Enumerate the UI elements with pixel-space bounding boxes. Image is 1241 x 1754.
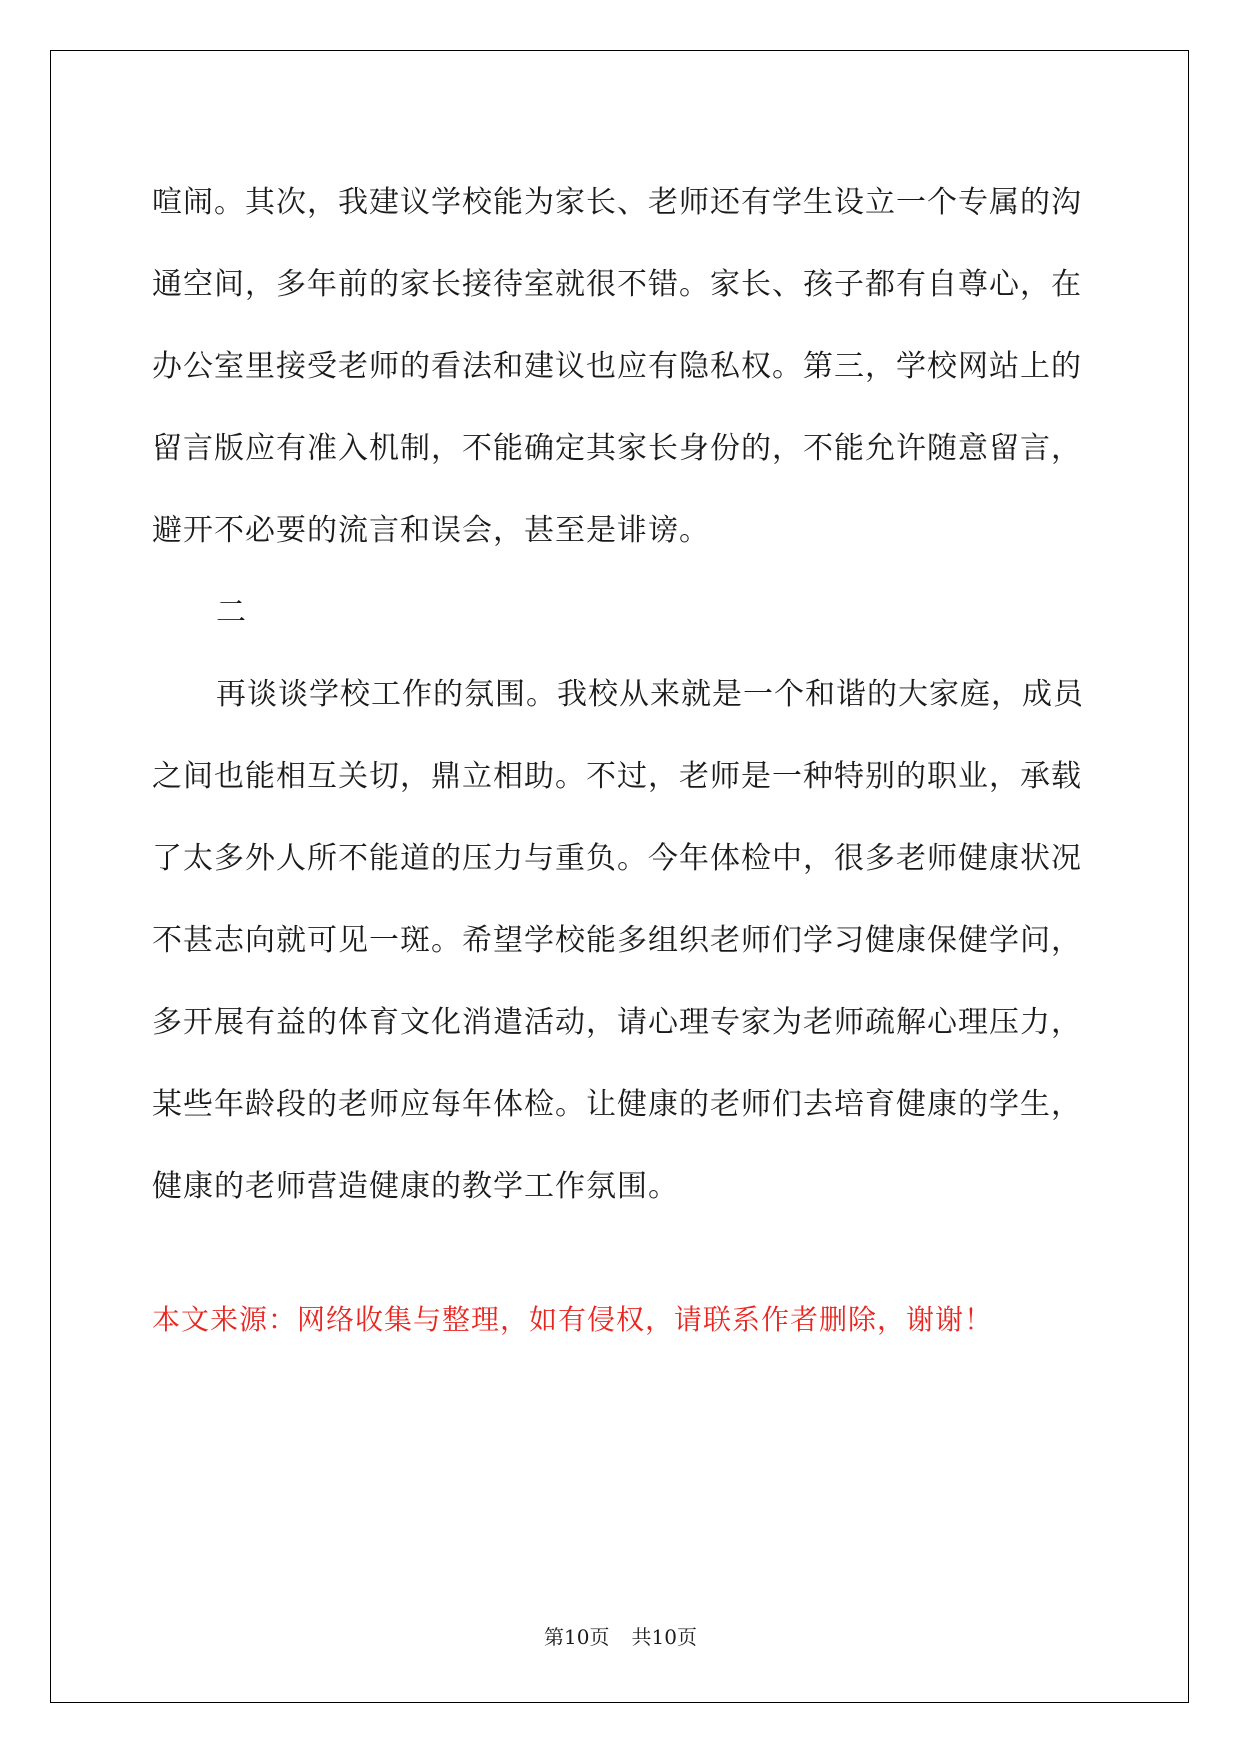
body-line: 健康的老师营造健康的教学工作氛围。	[152, 1169, 679, 1204]
body-line: 不甚志向就可见一斑。希望学校能多组织老师们学习健康保健学问，	[152, 923, 1082, 958]
page-number-current: 第10页	[544, 1625, 610, 1649]
body-line: 喧闹。其次，我建议学校能为家长、老师还有学生设立一个专属的沟	[152, 185, 1082, 220]
page-footer	[0, 1623, 1241, 1651]
source-disclaimer: 本文来源：网络收集与整理，如有侵权，请联系作者删除，谢谢！	[152, 1303, 994, 1336]
body-line: 留言版应有准入机制，不能确定其家长身份的，不能允许随意留言，	[152, 431, 1082, 466]
body-line: 了太多外人所不能道的压力与重负。今年体检中，很多老师健康状况	[152, 841, 1082, 876]
body-line: 某些年龄段的老师应每年体检。让健康的老师们去培育健康的学生，	[152, 1087, 1082, 1122]
body-line: 多开展有益的体育文化消遣活动，请心理专家为老师疏解心理压力，	[152, 1005, 1082, 1040]
body-line: 通空间，多年前的家长接待室就很不错。家长、孩子都有自尊心，在	[152, 267, 1082, 302]
body-line: 办公室里接受老师的看法和建议也应有隐私权。第三，学校网站上的	[152, 349, 1082, 384]
body-line: 避开不必要的流言和误会，甚至是诽谤。	[152, 513, 710, 548]
body-line: 之间也能相互关切，鼎立相助。不过，老师是一种特别的职业，承载	[152, 759, 1082, 794]
section-heading: 二	[216, 595, 247, 630]
document-body	[152, 162, 1084, 1228]
page-number-total: 共10页	[631, 1625, 697, 1649]
body-line: 再谈谈学校工作的氛围。我校从来就是一个和谐的大家庭，成员	[216, 677, 1084, 712]
